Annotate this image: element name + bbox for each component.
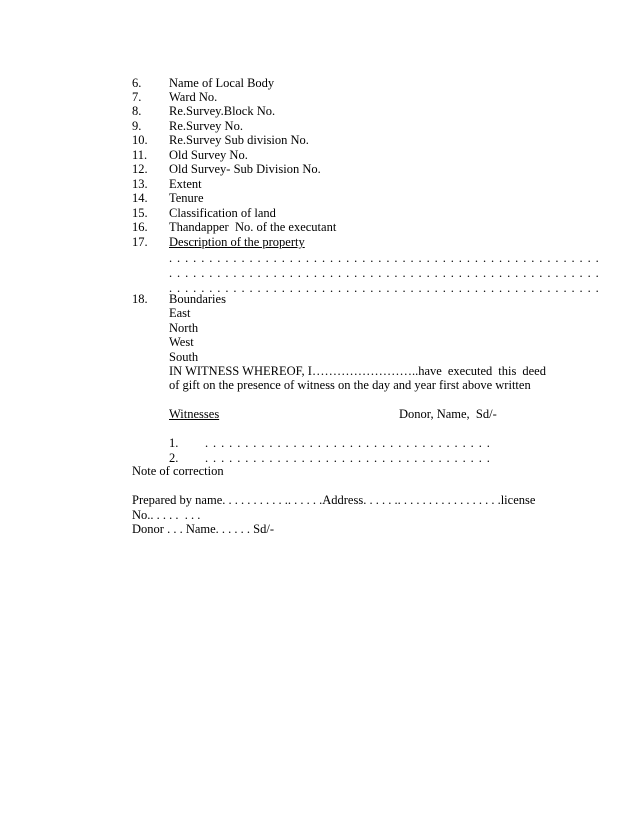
- item-label: Old Survey No.: [169, 148, 248, 162]
- item-label: Re.Survey.Block No.: [169, 104, 276, 118]
- boundary-east: East: [169, 306, 191, 320]
- witness-statement-text: IN WITNESS WHEREOF, I……………………..have: [169, 364, 442, 378]
- item-label: Name of Local Body: [169, 76, 275, 90]
- item-number: 16.: [132, 220, 148, 234]
- witness-statement-line2: of gift on the presence of witness on the day and year first above written: [169, 378, 531, 392]
- item-label: Ward No.: [169, 90, 218, 104]
- item-number: 7.: [132, 90, 142, 104]
- item-number: 17.: [132, 235, 148, 249]
- witnesses-label: Witnesses: [169, 407, 220, 421]
- item-label: Classification of land: [169, 206, 276, 220]
- license-number-line: No.. . . . . . . .: [132, 508, 201, 522]
- donor-name-line: Donor . . . Name. . . . . . Sd/-: [132, 522, 274, 536]
- item-number: 12.: [132, 162, 148, 176]
- item-label: Thandapper No. of the executant: [169, 220, 337, 234]
- item-label: Re.Survey Sub division No.: [169, 133, 309, 147]
- boundary-north: North: [169, 321, 199, 335]
- item-number: 9.: [132, 119, 142, 133]
- witness-dotted-line: . . . . . . . . . . . . . . . . . . . . . . . . . . . . . . . . . . . .: [205, 451, 491, 465]
- boundary-west: West: [169, 335, 194, 349]
- item-label: Old Survey- Sub Division No.: [169, 162, 321, 176]
- item-number: 11.: [132, 148, 148, 162]
- witness-number: 2.: [169, 451, 179, 465]
- item-number: 8.: [132, 104, 142, 118]
- item-number: 15.: [132, 206, 148, 220]
- note-of-correction: Note of correction: [132, 464, 224, 478]
- description-dotted-line: . . . . . . . . . . . . . . . . . . . . . . . . . . . . . . . . . . . . . . . . . . . . . . . . . . . . . .: [169, 251, 600, 265]
- donor-signature-label: Donor, Name, Sd/-: [399, 407, 497, 421]
- witness-statement-word: this: [498, 364, 517, 378]
- boundaries-label: Boundaries: [169, 292, 226, 306]
- item-label-description: Description of the property: [169, 235, 305, 249]
- witness-statement-word: deed: [522, 364, 546, 378]
- description-dotted-line: . . . . . . . . . . . . . . . . . . . . . . . . . . . . . . . . . . . . . . . . . . . . . . . . . . . . . .: [169, 281, 600, 295]
- witness-dotted-line: . . . . . . . . . . . . . . . . . . . . . . . . . . . . . . . . . . . .: [205, 436, 491, 450]
- description-dotted-line: . . . . . . . . . . . . . . . . . . . . . . . . . . . . . . . . . . . . . . . . . . . . . . . . . . . . . .: [169, 266, 600, 280]
- item-number: 6.: [132, 76, 142, 90]
- witness-statement-line1: [169, 364, 546, 378]
- item-label: Tenure: [169, 191, 204, 205]
- prepared-by-line: Prepared by name. . . . . . . . . . .. . . . . .Address. . . . . .. . . . . . . . . . . . . . . . .license: [132, 493, 536, 507]
- item-number: 13.: [132, 177, 148, 191]
- item-number: 10.: [132, 133, 148, 147]
- witness-number: 1.: [169, 436, 179, 450]
- boundary-south: South: [169, 350, 199, 364]
- item-label: Extent: [169, 177, 202, 191]
- item-number: 18.: [132, 292, 148, 306]
- item-label: Re.Survey No.: [169, 119, 243, 133]
- item-number: 14.: [132, 191, 148, 205]
- witness-statement-word: executed: [447, 364, 493, 378]
